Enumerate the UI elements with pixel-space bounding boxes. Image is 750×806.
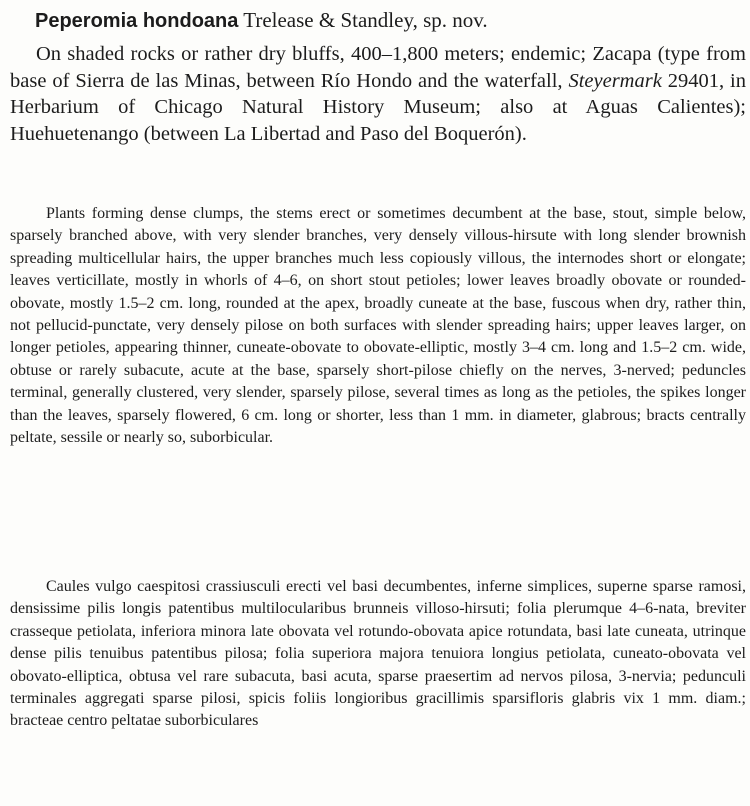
species-heading <box>35 7 745 35</box>
latin-diagnosis: Caules vulgo caespitosi crassiusculi erecti vel basi decumbentes, inferne simplices, superne sparse ramosi, densissime pilis longis patentibus multilocularibus brunneis villoso-hirsuti; folia plerumque 4–6-nata, breviter crasseque petiolata, inferiora minora late obovata vel rotundo-obovata apice rotundata, basi late cuneata, utrinque dense pilis tenuibus patentibus pilosa; folia superiora majora tenuiora longius petiolata, cuneato-obovata vel obovato-elliptica, obtusa vel rare subacuta, basi acuta, sparse praesertim ad nervos pilosa, 3-nervia; pedunculi terminales aggregati sparse pilosi, spicis foliis longioribus gracillimis sparsifloris glabris vix 1 mm. diam.; bracteae centro peltatae suborbiculares <box>10 578 746 730</box>
habitat-text-part2: 29401, in Herbarium of Chicago Natural History Museum; also at Aguas Calientes); Huehuetenango (between La Libertad and Paso del Boquerón). <box>10 69 746 145</box>
habitat-paragraph <box>10 41 746 147</box>
habitat-text-part1: On shaded rocks or rather dry bluffs, 400–1,800 meters; endemic; Zacapa (type from base of Sierra de las Minas, between Río Hondo and the waterfall, <box>10 43 746 92</box>
species-name: Peperomia hondoana <box>35 10 239 32</box>
species-authority: Trelease & Standley, sp. nov. <box>238 8 488 32</box>
english-description: Plants forming dense clumps, the stems erect or sometimes decumbent at the base, stout, simple below, sparsely branched above, with very slender branches, very densely villous-hirsute with long slender brownish spreading multicellular hairs, the upper branches much less copiously villous, the internodes short or elongate; leaves verticillate, mostly in whorls of 4–6, on short stout petioles; lower leaves broadly obovate or rounded-obovate, mostly 1.5–2 cm. long, rounded at the apex, broadly cuneate at the base, fuscous when dry, rather thin, not pellucid-punctate, very densely pilose on both surfaces with slender spreading hairs; upper leaves larger, on longer petioles, appearing thinner, cuneate-obovate to obovate-elliptic, mostly 3–4 cm. long and 1.5–2 cm. wide, obtuse or rarely subacute, acute at the base, sparsely short-pilose chiefly on the nerves, 3-nerved; peduncles terminal, generally clustered, very slender, sparsely pilose, several times as long as the petioles, the spikes longer than the leaves, sparsely flowered, 6 cm. long or shorter, less than 1 mm. in diameter, glabrous; bracts centrally peltate, sessile or nearly so, suborbicular. <box>10 205 746 447</box>
collector-name: Steyermark <box>568 69 662 92</box>
